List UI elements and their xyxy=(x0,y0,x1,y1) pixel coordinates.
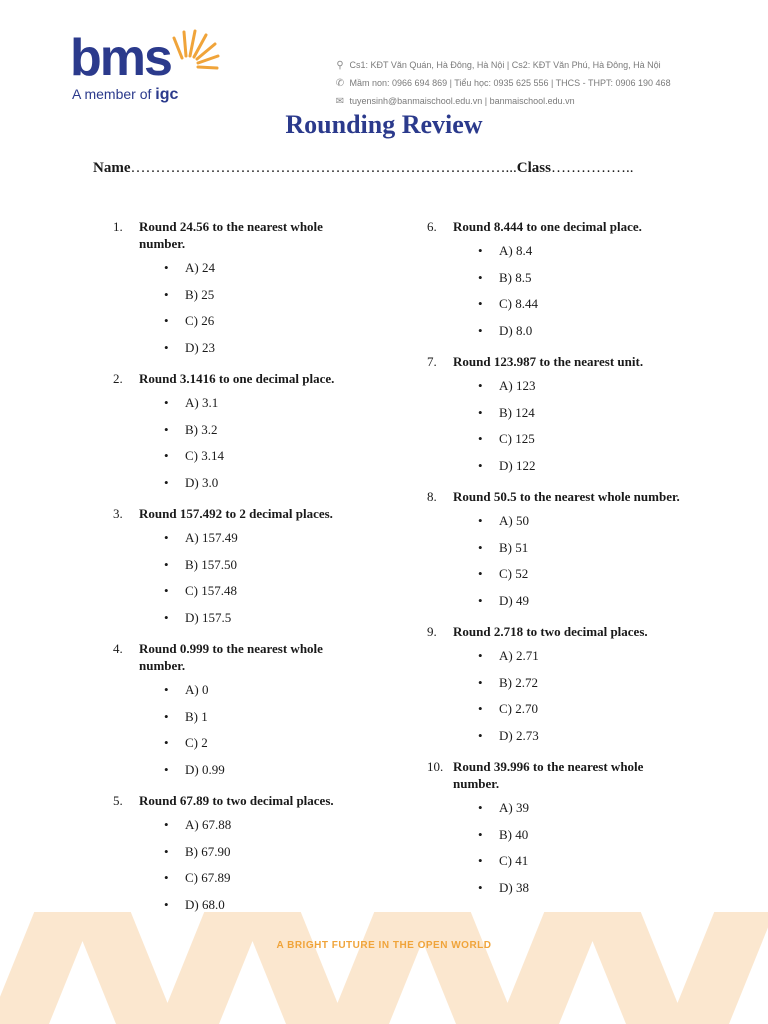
contact-phones-text: Mầm non: 0966 694 869 | Tiểu học: 0935 625 556 | THCS - THPT: 0906 190 468 xyxy=(349,78,671,88)
question-number: 1. xyxy=(113,219,123,234)
footer-tagline: A BRIGHT FUTURE IN THE OPEN WORLD xyxy=(276,940,492,951)
question-header xyxy=(427,758,697,792)
questions-left-column xyxy=(113,218,383,927)
answer-option: • C) 3.14 xyxy=(113,446,383,473)
question-text: Round 157.492 to 2 decimal places. xyxy=(139,506,333,521)
answer-option: • C) 157.48 xyxy=(113,581,383,608)
answer-option: • A) 123 xyxy=(427,376,697,403)
answer-option: • D) 122 xyxy=(427,456,697,483)
location-pin-icon: ⚲ xyxy=(336,60,344,71)
question-number: 3. xyxy=(113,506,123,521)
footer-stripe xyxy=(71,912,179,1024)
name-label: Name xyxy=(93,160,131,176)
question-header xyxy=(427,353,697,370)
question-header xyxy=(113,640,383,674)
question-text: Round 2.718 to two decimal places. xyxy=(453,624,648,639)
answer-option: • B) 40 xyxy=(427,825,697,852)
questions-right-column xyxy=(427,218,697,910)
answer-option: • B) 2.72 xyxy=(427,673,697,700)
logo-member-prefix: A member of xyxy=(72,86,152,102)
mail-icon: ✉ xyxy=(335,96,345,107)
question-item xyxy=(113,505,383,634)
footer-stripe xyxy=(666,912,768,1024)
answer-option: • C) 2 xyxy=(113,733,383,760)
answer-option: • D) 2.73 xyxy=(427,726,697,753)
page-title: Rounding Review xyxy=(285,110,483,139)
footer-stripe xyxy=(241,912,349,1024)
question-item xyxy=(427,218,697,347)
question-header xyxy=(427,623,697,640)
contact-address-text: Cs1: KĐT Văn Quán, Hà Đông, Hà Nội | Cs2: KĐT Văn Phú, Hà Đông, Hà Nội xyxy=(349,60,661,70)
question-text: Round 50.5 to the nearest whole number. xyxy=(453,489,680,504)
option-list xyxy=(113,528,383,634)
question-number: 8. xyxy=(427,489,437,504)
question-number: 7. xyxy=(427,354,437,369)
answer-option: • B) 51 xyxy=(427,538,697,565)
answer-option: • A) 0 xyxy=(113,680,383,707)
name-dots: …………………………………………………………………... xyxy=(130,160,517,176)
question-item xyxy=(113,792,383,921)
question-text: Round 123.987 to the nearest unit. xyxy=(453,354,644,369)
answer-option: • D) 0.99 xyxy=(113,760,383,787)
answer-option: • A) 157.49 xyxy=(113,528,383,555)
option-list xyxy=(113,680,383,786)
answer-option: • B) 124 xyxy=(427,403,697,430)
question-header xyxy=(427,488,697,505)
answer-option: • A) 2.71 xyxy=(427,646,697,673)
name-class-line xyxy=(93,160,693,177)
logo-member-line xyxy=(72,86,178,104)
logo-text: bms xyxy=(70,29,171,87)
question-item xyxy=(427,488,697,617)
answer-option: • D) 8.0 xyxy=(427,321,697,348)
sun-icon xyxy=(170,28,220,78)
answer-option: • A) 3.1 xyxy=(113,393,383,420)
answer-option: • C) 67.89 xyxy=(113,868,383,895)
question-text: Round 67.89 to two decimal places. xyxy=(139,793,334,808)
option-list xyxy=(427,376,697,482)
question-header xyxy=(113,370,383,387)
question-number: 2. xyxy=(113,371,123,386)
question-item xyxy=(427,623,697,752)
question-number: 10. xyxy=(427,759,444,774)
letterhead xyxy=(0,0,768,110)
answer-option: • B) 157.50 xyxy=(113,555,383,582)
answer-option: • C) 26 xyxy=(113,311,383,338)
class-label: Class xyxy=(516,160,551,176)
question-number: 9. xyxy=(427,624,437,639)
bms-logo xyxy=(70,28,230,108)
answer-option: • D) 38 xyxy=(427,878,697,905)
question-header xyxy=(113,792,383,809)
class-dots: …………….. xyxy=(550,160,634,176)
answer-option: • C) 41 xyxy=(427,851,697,878)
answer-option: • B) 67.90 xyxy=(113,842,383,869)
contact-block xyxy=(333,56,753,110)
question-number: 4. xyxy=(113,641,123,656)
question-header xyxy=(427,218,697,235)
option-list xyxy=(113,815,383,921)
question-header xyxy=(113,505,383,522)
question-item xyxy=(427,758,697,904)
option-list xyxy=(427,241,697,347)
answer-option: • C) 2.70 xyxy=(427,699,697,726)
answer-option: • D) 23 xyxy=(113,338,383,365)
answer-option: • C) 125 xyxy=(427,429,697,456)
option-list xyxy=(113,393,383,499)
answer-option: • A) 50 xyxy=(427,511,697,538)
logo-member-brand: igc xyxy=(155,86,179,103)
option-list xyxy=(427,798,697,904)
answer-option: • D) 3.0 xyxy=(113,473,383,500)
phone-icon: ✆ xyxy=(335,78,345,89)
contact-email-web xyxy=(333,92,753,110)
option-list xyxy=(427,646,697,752)
answer-option: • A) 24 xyxy=(113,258,383,285)
contact-email-web-text: tuyensinh@banmaischool.edu.vn | banmaischool.edu.vn xyxy=(349,96,575,106)
answer-option: • A) 8.4 xyxy=(427,241,697,268)
question-number: 5. xyxy=(113,793,123,808)
answer-option: • D) 49 xyxy=(427,591,697,618)
question-text: Round 0.999 to the nearest whole number. xyxy=(139,641,323,673)
question-text: Round 8.444 to one decimal place. xyxy=(453,219,642,234)
answer-option: • A) 67.88 xyxy=(113,815,383,842)
answer-option: • D) 68.0 xyxy=(113,895,383,922)
question-item xyxy=(113,370,383,499)
footer-stripe xyxy=(581,912,689,1024)
question-item xyxy=(113,640,383,786)
answer-option: • B) 3.2 xyxy=(113,420,383,447)
answer-option: • D) 157.5 xyxy=(113,608,383,635)
question-text: Round 39.996 to the nearest whole number. xyxy=(453,759,644,791)
contact-address xyxy=(333,56,753,74)
answer-option: • A) 39 xyxy=(427,798,697,825)
answer-option: • B) 8.5 xyxy=(427,268,697,295)
answer-option: • C) 52 xyxy=(427,564,697,591)
footer-pattern xyxy=(0,912,768,1024)
question-item xyxy=(113,218,383,364)
answer-option: • B) 25 xyxy=(113,285,383,312)
answer-option: • B) 1 xyxy=(113,707,383,734)
question-header xyxy=(113,218,383,252)
option-list xyxy=(113,258,383,364)
question-text: Round 24.56 to the nearest whole number. xyxy=(139,219,323,251)
contact-phones xyxy=(333,74,753,92)
option-list xyxy=(427,511,697,617)
question-text: Round 3.1416 to one decimal place. xyxy=(139,371,335,386)
question-number: 6. xyxy=(427,219,437,234)
answer-option: • C) 8.44 xyxy=(427,294,697,321)
footer-stripe xyxy=(411,912,519,1024)
question-item xyxy=(427,353,697,482)
